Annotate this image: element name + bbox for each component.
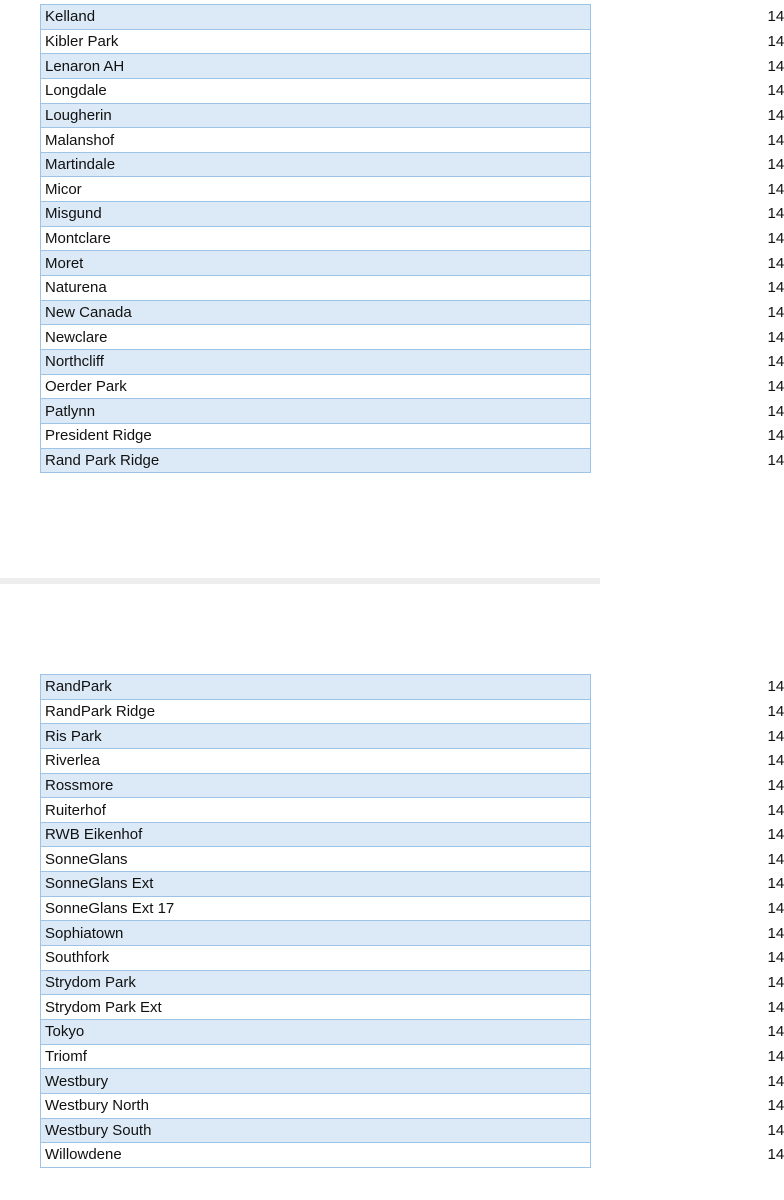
- suburb-cell: Westbury North: [41, 1093, 316, 1118]
- table-row: [41, 152, 591, 177]
- suburb-cell: SonneGlans: [41, 847, 316, 872]
- value-cell: 14: [316, 773, 591, 798]
- value-cell: 14: [316, 276, 591, 301]
- table-row: [41, 872, 591, 897]
- suburb-table-page-1: [40, 4, 784, 473]
- suburb-cell: Patlynn: [41, 399, 316, 424]
- suburb-table-page-2: [40, 674, 784, 1168]
- suburb-cell: Ris Park: [41, 724, 316, 749]
- table-row: [41, 78, 591, 103]
- value-cell: 14: [316, 1044, 591, 1069]
- table-row: [41, 399, 591, 424]
- value-cell: 14: [316, 5, 591, 30]
- suburb-cell: Lenaron AH: [41, 54, 316, 79]
- value-cell: 14: [316, 822, 591, 847]
- table-row: [41, 177, 591, 202]
- table-row: [41, 995, 591, 1020]
- value-cell: 14: [316, 349, 591, 374]
- table-row: [41, 970, 591, 995]
- table-body: [41, 675, 784, 1168]
- value-cell: 14: [316, 995, 591, 1020]
- table-row: [41, 423, 591, 448]
- suburb-cell: New Canada: [41, 300, 316, 325]
- table-row: [41, 724, 591, 749]
- value-cell: 14: [316, 177, 591, 202]
- value-cell: 14: [316, 128, 591, 153]
- suburb-cell: Willowdene: [41, 1143, 316, 1168]
- table-row: [41, 325, 591, 350]
- value-cell: 14: [316, 152, 591, 177]
- suburb-cell: Southfork: [41, 946, 316, 971]
- suburb-cell: Kelland: [41, 5, 316, 30]
- value-cell: 14: [316, 54, 591, 79]
- suburb-cell: Naturena: [41, 276, 316, 301]
- value-cell: 14: [316, 847, 591, 872]
- suburb-cell: Westbury: [41, 1069, 316, 1094]
- suburb-cell: President Ridge: [41, 423, 316, 448]
- document-page-2: [0, 584, 784, 1200]
- table-row: [41, 226, 591, 251]
- suburb-cell: Riverlea: [41, 748, 316, 773]
- suburb-cell: Kibler Park: [41, 29, 316, 54]
- value-cell: 14: [316, 699, 591, 724]
- suburb-cell: Strydom Park Ext: [41, 995, 316, 1020]
- suburb-cell: Newclare: [41, 325, 316, 350]
- value-cell: 14: [316, 103, 591, 128]
- value-cell: 14: [316, 1019, 591, 1044]
- table-row: [41, 5, 591, 30]
- table-row: [41, 374, 591, 399]
- value-cell: 14: [316, 872, 591, 897]
- table-row: [41, 675, 591, 700]
- suburb-cell: Westbury South: [41, 1118, 316, 1143]
- value-cell: 14: [316, 325, 591, 350]
- suburb-cell: Lougherin: [41, 103, 316, 128]
- table-row: [41, 921, 591, 946]
- table-row: [41, 946, 591, 971]
- table-row: [41, 300, 591, 325]
- value-cell: 14: [316, 423, 591, 448]
- value-cell: 14: [316, 1143, 591, 1168]
- value-cell: 14: [316, 724, 591, 749]
- value-cell: 14: [316, 78, 591, 103]
- value-cell: 14: [316, 1118, 591, 1143]
- value-cell: 14: [316, 798, 591, 823]
- table-row: [41, 699, 591, 724]
- suburb-cell: Northcliff: [41, 349, 316, 374]
- table-row: [41, 1093, 591, 1118]
- table-row: [41, 748, 591, 773]
- value-cell: 14: [316, 1093, 591, 1118]
- value-cell: 14: [316, 300, 591, 325]
- suburb-cell: Triomf: [41, 1044, 316, 1069]
- value-cell: 14: [316, 399, 591, 424]
- suburb-cell: Longdale: [41, 78, 316, 103]
- table-row: [41, 1019, 591, 1044]
- suburb-cell: Oerder Park: [41, 374, 316, 399]
- suburb-cell: Tokyo: [41, 1019, 316, 1044]
- value-cell: 14: [316, 374, 591, 399]
- value-cell: 14: [316, 1069, 591, 1094]
- value-cell: 14: [316, 448, 591, 473]
- suburb-cell: RandPark: [41, 675, 316, 700]
- suburb-cell: Rossmore: [41, 773, 316, 798]
- suburb-cell: Ruiterhof: [41, 798, 316, 823]
- table-row: [41, 276, 591, 301]
- value-cell: 14: [316, 202, 591, 227]
- value-cell: 14: [316, 29, 591, 54]
- value-cell: 14: [316, 970, 591, 995]
- suburb-cell: Sophiatown: [41, 921, 316, 946]
- suburb-cell: RandPark Ridge: [41, 699, 316, 724]
- suburb-cell: SonneGlans Ext 17: [41, 896, 316, 921]
- table-row: [41, 448, 591, 473]
- table-row: [41, 54, 591, 79]
- table-row: [41, 773, 591, 798]
- suburb-cell: Montclare: [41, 226, 316, 251]
- table-row: [41, 349, 591, 374]
- suburb-cell: Micor: [41, 177, 316, 202]
- table-row: [41, 798, 591, 823]
- table-row: [41, 251, 591, 276]
- table-row: [41, 1044, 591, 1069]
- document-page-1: [0, 0, 784, 578]
- table-body: [41, 5, 784, 473]
- value-cell: 14: [316, 226, 591, 251]
- table-row: [41, 29, 591, 54]
- value-cell: 14: [316, 921, 591, 946]
- table-row: [41, 822, 591, 847]
- table-row: [41, 847, 591, 872]
- table-row: [41, 202, 591, 227]
- value-cell: 14: [316, 748, 591, 773]
- table-row: [41, 896, 591, 921]
- value-cell: 14: [316, 251, 591, 276]
- table-row: [41, 1118, 591, 1143]
- suburb-cell: Strydom Park: [41, 970, 316, 995]
- table-row: [41, 1143, 591, 1168]
- suburb-cell: Moret: [41, 251, 316, 276]
- suburb-cell: Rand Park Ridge: [41, 448, 316, 473]
- suburb-cell: RWB Eikenhof: [41, 822, 316, 847]
- value-cell: 14: [316, 675, 591, 700]
- table-row: [41, 128, 591, 153]
- suburb-cell: Misgund: [41, 202, 316, 227]
- suburb-cell: Malanshof: [41, 128, 316, 153]
- suburb-cell: SonneGlans Ext: [41, 872, 316, 897]
- suburb-cell: Martindale: [41, 152, 316, 177]
- table-row: [41, 1069, 591, 1094]
- value-cell: 14: [316, 946, 591, 971]
- table-row: [41, 103, 591, 128]
- value-cell: 14: [316, 896, 591, 921]
